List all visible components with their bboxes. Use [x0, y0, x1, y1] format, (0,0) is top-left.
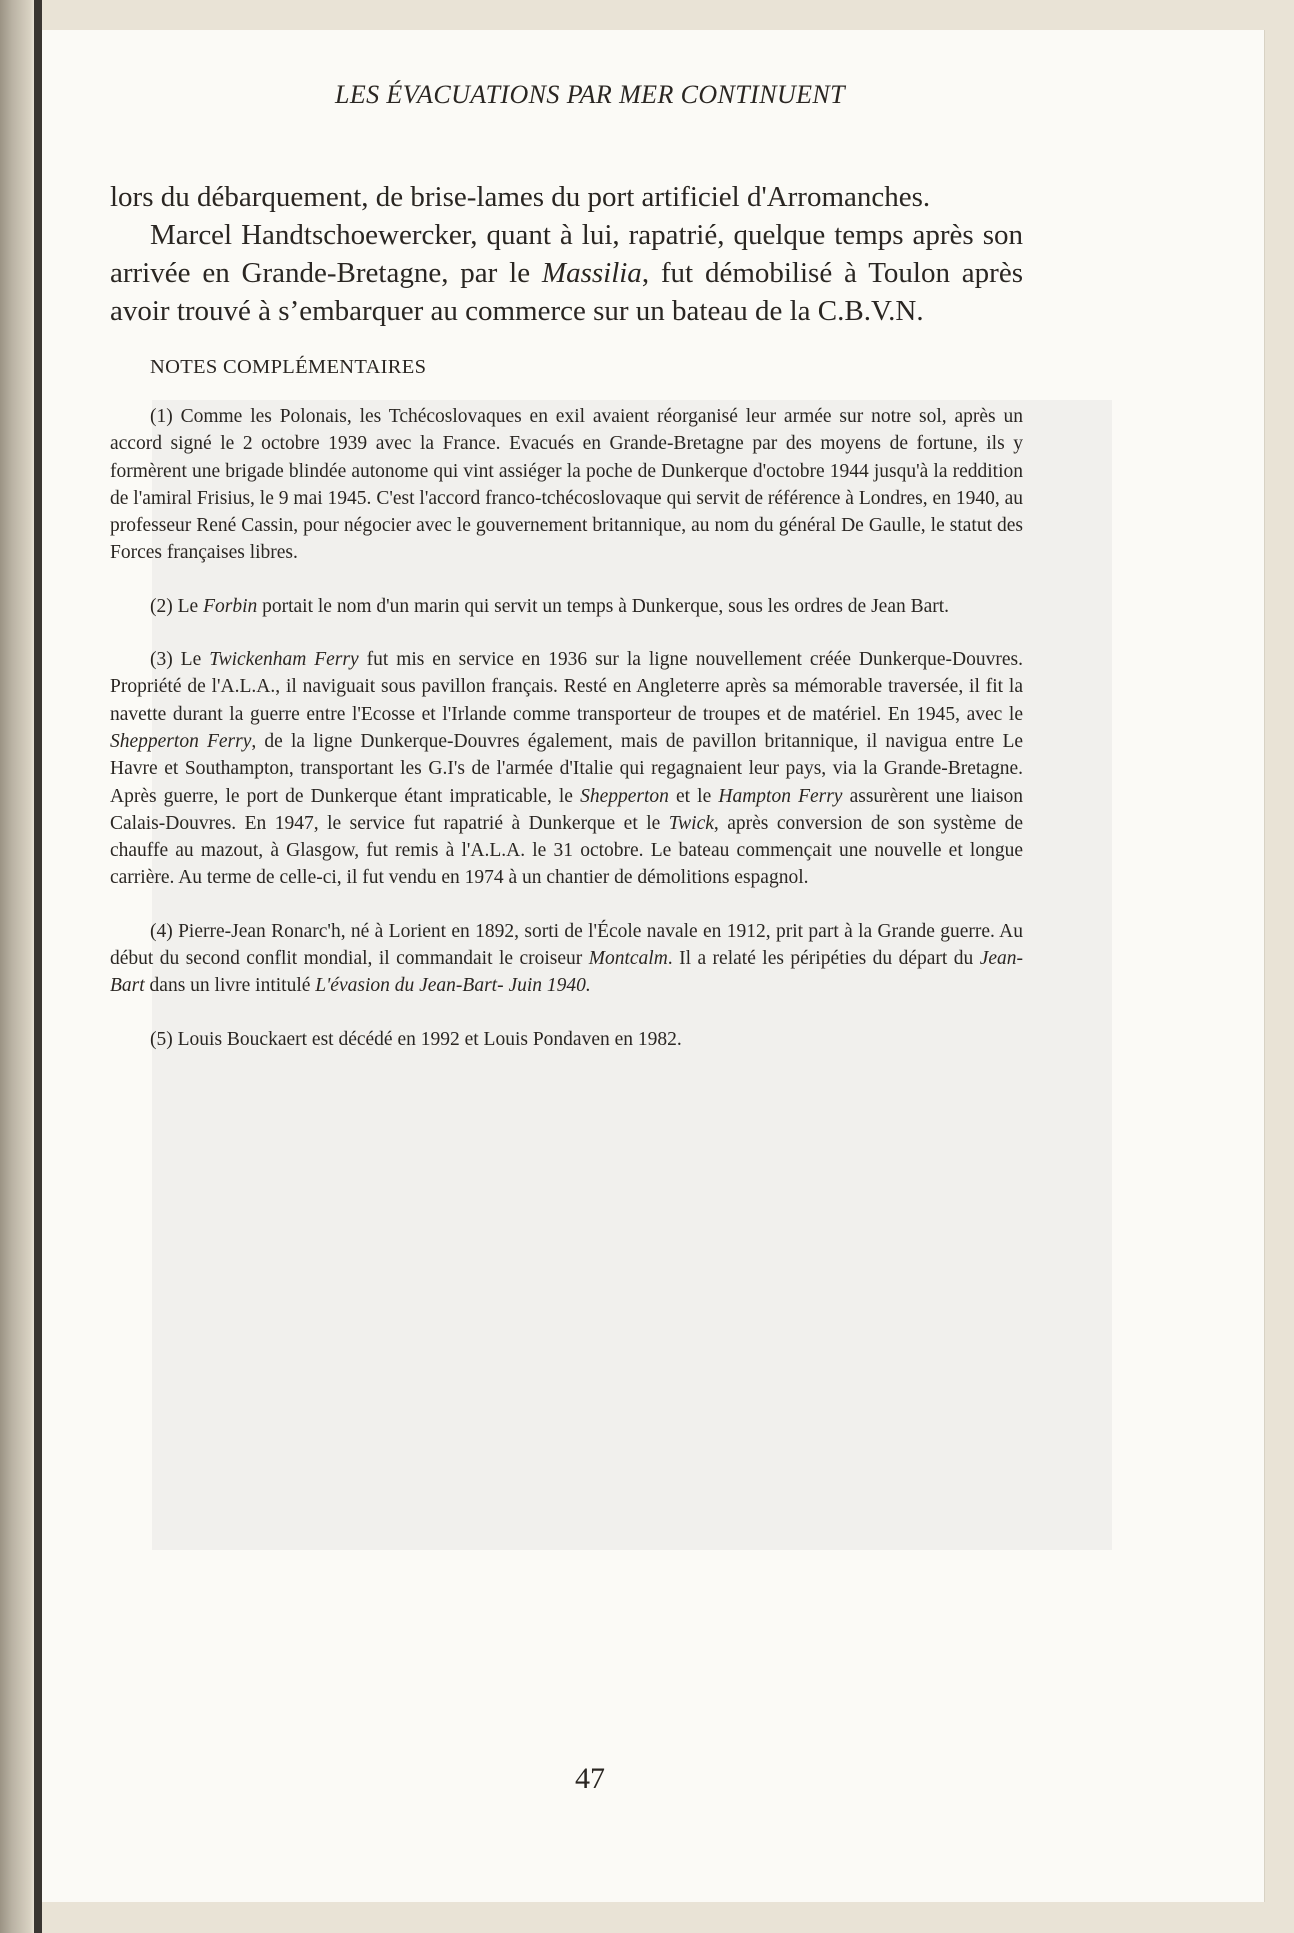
- page-number: 47: [575, 1762, 605, 1795]
- note-4: (4) Pierre-Jean Ronarc'h, né à Lorient en 1892, sorti de l'École navale en 1912, prit part à la Grande guerre. Au début du second conflit mondial, il commandait le croiseur Montcalm. Il a relaté les péripéties du départ du Jean-Bart dans un livre intitulé L'évasion du Jean-Bart- Juin 1940.: [110, 920, 1023, 997]
- body-paragraph-2: Marcel Handtschoewercker, quant à lui, rapatrié, quelque temps après son arrivée en Grande-Bretagne, par le Massilia, fut démobilisé à Toulon après avoir trouvé à s’embarquer au commerce sur un bateau de la C.B.V.N.: [110, 219, 1023, 327]
- body-paragraph-1: lors du débarquement, de brise-lames du port artificiel d'Arromanches.: [110, 181, 931, 213]
- note-2: (2) Le Forbin portait le nom d'un marin qui servit un temps à Dunkerque, sous les ordres de Jean Bart.: [150, 595, 950, 617]
- body-text: [110, 178, 1023, 330]
- binding-edge: [0, 0, 34, 1933]
- ship-name-massilia: Massilia: [541, 257, 642, 289]
- spine-line: [34, 0, 42, 1933]
- running-header: LES ÉVACUATIONS PAR MER CONTINUENT: [334, 80, 846, 109]
- notes-title: NOTES COMPLÉMENTAIRES: [150, 356, 427, 378]
- note-1: (1) Comme les Polonais, les Tchécoslovaques en exil avaient réorganisé leur armée sur notre sol, après un accord signé le 2 octobre 1939 avec la France. Evacués en Grande-Bretagne par des moyens de fortune, ils y formèrent une brigade blindée autonome qui vint assiéger la poche de Dunkerque d'octobre 1944 jusqu'à la reddition de l'amiral Frisius, le 9 mai 1945. C'est l'accord franco-tchécoslovaque qui servit de référence à Londres, en 1940, au professeur René Cassin, pour négocier avec le gouvernement britannique, au nom du général De Gaulle, le statut des Forces françaises libres.: [110, 406, 1023, 564]
- note-5: (5) Louis Bouckaert est décédé en 1992 et Louis Pondaven en 1982.: [150, 1028, 682, 1050]
- page-content: [110, 178, 1023, 1079]
- note-3: (3) Le Twickenham Ferry fut mis en service en 1936 sur la ligne nouvellement créée Dunkerque-Douvres. Propriété de l'A.L.A., il naviguait sous pavillon français. Resté en Angleterre après sa mémorable traversée, il fit la navette durant la guerre entre l'Ecosse et l'Irlande comme transporteur de troupes et de matériel. En 1945, avec le Shepperton Ferry, de la ligne Dunkerque-Douvres également, mais de pavillon britannique, il navigua entre Le Havre et Southampton, transportant les G.I's de l'armée d'Italie qui regagnaient leur pays, via la Grande-Bretagne. Après guerre, le port de Dunkerque étant impraticable, le Shepperton et le Hampton Ferry assurèrent une liaison Calais-Douvres. En 1947, le service fut rapatrié à Dunkerque et le Twick, après conversion de son système de chauffe au mazout, à Glasgow, fut remis à l'A.L.A. le 31 octobre. Le bateau commençait une nouvelle et longue carrière. Au terme de celle-ci, il fut vendu en 1974 à un chantier de démolitions espagnol.: [110, 649, 1024, 889]
